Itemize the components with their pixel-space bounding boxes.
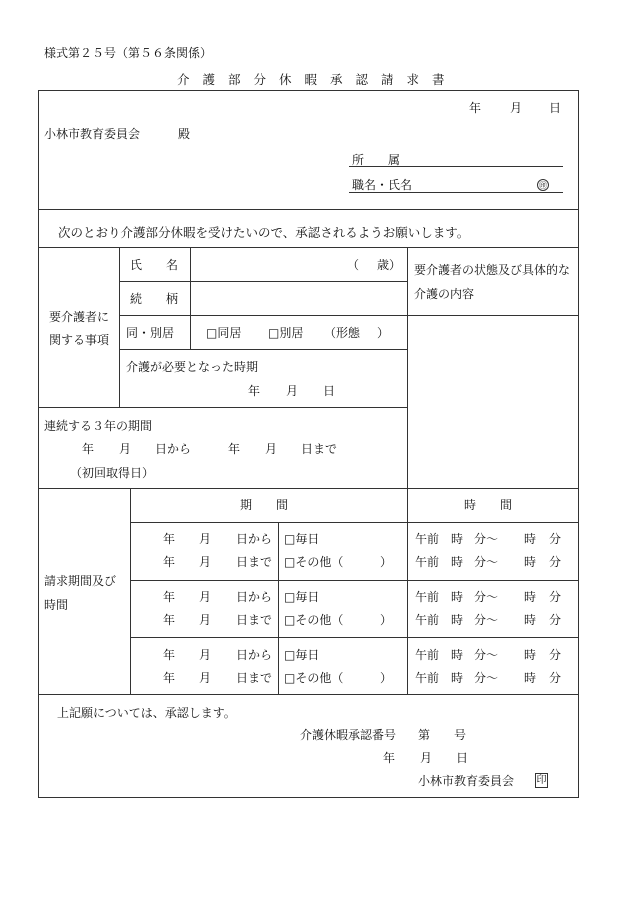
time-header: 時 間 (464, 498, 513, 512)
approval-authority: 小林市教育委員会 (418, 774, 515, 788)
row3-am-2: 午前 (415, 671, 440, 685)
row2-hour-2: 時 (451, 613, 464, 627)
honorific: 殿 (178, 127, 191, 141)
approval-day: 日 (456, 751, 469, 765)
row1-daily-checkbox[interactable]: □毎日 (284, 532, 320, 546)
row1-from: 日から (236, 532, 273, 546)
cr-hline-4 (38, 407, 407, 408)
row2-am-2: 午前 (415, 613, 440, 627)
date-month: 月 (510, 101, 523, 115)
addressee: 小林市教育委員会 (44, 127, 141, 141)
row2-until-year: 年 (163, 613, 176, 627)
period-header: 期 間 (240, 498, 289, 512)
approval-seal: 印 (536, 775, 547, 786)
consecutive-from-month: 月 (119, 442, 132, 456)
divider-1 (38, 209, 579, 210)
row3-hourto-1: 時 (524, 648, 537, 662)
form-number: 様式第２５号（第５６条関係） (44, 46, 213, 60)
row3-am-1: 午前 (415, 648, 440, 662)
row2-other-close: ） (380, 613, 393, 627)
form-open: （形態 (324, 326, 361, 340)
row3-from: 日から (236, 648, 273, 662)
row2-from-month: 月 (199, 590, 212, 604)
row3-minfrom-1: 分～ (474, 648, 499, 662)
consecutive-until-year: 年 (228, 442, 241, 456)
row3-daily-checkbox[interactable]: □毎日 (284, 648, 320, 662)
consecutive-label: 連続する３年の期間 (44, 419, 153, 433)
row2-minfrom-1: 分～ (474, 590, 499, 604)
affiliation-label: 所 属 (352, 153, 401, 167)
row1-minto-2: 分 (549, 555, 562, 569)
row1-minfrom-1: 分～ (474, 532, 499, 546)
seal-mark: ㊞ (539, 181, 547, 190)
care-section-label-2: 関する事項 (49, 333, 110, 347)
separate-checkbox[interactable]: □別居 (268, 326, 304, 340)
request-label-1: 請求期間及び (44, 574, 117, 588)
consecutive-until-month: 月 (265, 442, 278, 456)
row2-hourto-2: 時 (524, 613, 537, 627)
need-since-day: 日 (323, 384, 336, 398)
need-since-label: 介護が必要となった時期 (126, 360, 259, 374)
row1-until-year: 年 (163, 555, 176, 569)
form-close: ） (377, 326, 390, 340)
row2-minfrom-2: 分～ (474, 613, 499, 627)
approval-number-suffix: 号 (454, 728, 467, 742)
state-label-2: 介護の内容 (414, 287, 475, 301)
date-day: 日 (549, 101, 562, 115)
affiliation-line (349, 166, 563, 167)
request-sentence: 次のとおり介護部分休暇を受けたいので、承認されるようお願いします。 (58, 225, 470, 240)
row3-hour-2: 時 (451, 671, 464, 685)
row1-hour-1: 時 (451, 532, 464, 546)
need-since-year: 年 (248, 384, 261, 398)
row2-am-1: 午前 (415, 590, 440, 604)
row1-am-1: 午前 (415, 532, 440, 546)
row3-from-month: 月 (199, 648, 212, 662)
row3-hourto-2: 時 (524, 671, 537, 685)
consecutive-until: 日まで (301, 442, 338, 456)
approval-number-prefix: 第 (418, 728, 431, 742)
form-title: 介護部分休暇承認請求書 (177, 72, 458, 87)
row3-minfrom-2: 分～ (474, 671, 499, 685)
row3-other-close: ） (380, 671, 393, 685)
row1-until: 日まで (236, 555, 273, 569)
cohabit-checkbox[interactable]: □同居 (206, 326, 242, 340)
consecutive-from-year: 年 (82, 442, 95, 456)
row2-from: 日から (236, 590, 273, 604)
row2-minto-1: 分 (549, 590, 562, 604)
approval-statement: 上記願については、承認します。 (57, 706, 236, 720)
row1-other-close: ） (380, 555, 393, 569)
age-label: 歳） (377, 258, 402, 272)
row1-minto-1: 分 (549, 532, 562, 546)
row3-hour-1: 時 (451, 648, 464, 662)
row2-daily-checkbox[interactable]: □毎日 (284, 590, 320, 604)
approval-month: 月 (420, 751, 433, 765)
rp-vline-2 (278, 522, 279, 694)
row2-until-month: 月 (199, 613, 212, 627)
row1-until-month: 月 (199, 555, 212, 569)
name-label: 職名・氏名 (352, 178, 413, 192)
row2-until: 日まで (236, 613, 273, 627)
cr-vline-right (407, 247, 408, 488)
approval-year: 年 (383, 751, 396, 765)
row2-minto-2: 分 (549, 613, 562, 627)
name-line (349, 192, 563, 193)
row1-hourto-1: 時 (524, 532, 537, 546)
row3-minto-2: 分 (549, 671, 562, 685)
row3-from-year: 年 (163, 648, 176, 662)
row2-hour-1: 時 (451, 590, 464, 604)
row2-from-year: 年 (163, 590, 176, 604)
approval-number-label: 介護休暇承認番号 (300, 728, 397, 742)
row1-minfrom-2: 分～ (474, 555, 499, 569)
consecutive-from: 日から (155, 442, 192, 456)
row1-other-checkbox[interactable]: □その他（ (284, 555, 344, 569)
row1-from-month: 月 (199, 532, 212, 546)
relation-label: 続 柄 (130, 292, 179, 306)
row1-hourto-2: 時 (524, 555, 537, 569)
cohabit-label: 同・別居 (126, 326, 175, 340)
care-section-label-1: 要介護者に (49, 310, 110, 324)
cr-hline-2 (119, 315, 579, 316)
row3-until-year: 年 (163, 671, 176, 685)
row3-minto-1: 分 (549, 648, 562, 662)
date-year: 年 (469, 101, 482, 115)
rp-vline-1 (130, 488, 131, 694)
cr-hline-3 (119, 349, 407, 350)
consecutive-note: （初回取得日） (70, 466, 155, 480)
row3-until: 日まで (236, 671, 273, 685)
row3-until-month: 月 (199, 671, 212, 685)
need-since-month: 月 (286, 384, 299, 398)
recipient-name-label: 氏 名 (130, 258, 179, 272)
row1-am-2: 午前 (415, 555, 440, 569)
cr-vline-label (190, 247, 191, 349)
row2-hourto-1: 時 (524, 590, 537, 604)
cr-hline-1 (119, 281, 407, 282)
rp-hline-row1 (130, 580, 579, 581)
state-label-1: 要介護者の状態及び具体的な (414, 263, 571, 277)
rp-hline-header (130, 522, 579, 523)
divider-3 (38, 488, 579, 489)
row1-hour-2: 時 (451, 555, 464, 569)
row3-other-checkbox[interactable]: □その他（ (284, 671, 344, 685)
request-label-2: 時間 (44, 598, 69, 612)
divider-4 (38, 694, 579, 695)
row2-other-checkbox[interactable]: □その他（ (284, 613, 344, 627)
cr-vline-left (119, 247, 120, 407)
row1-from-year: 年 (163, 532, 176, 546)
age-open: （ (347, 258, 360, 272)
rp-hline-row2 (130, 637, 579, 638)
rp-vline-3 (407, 488, 408, 694)
